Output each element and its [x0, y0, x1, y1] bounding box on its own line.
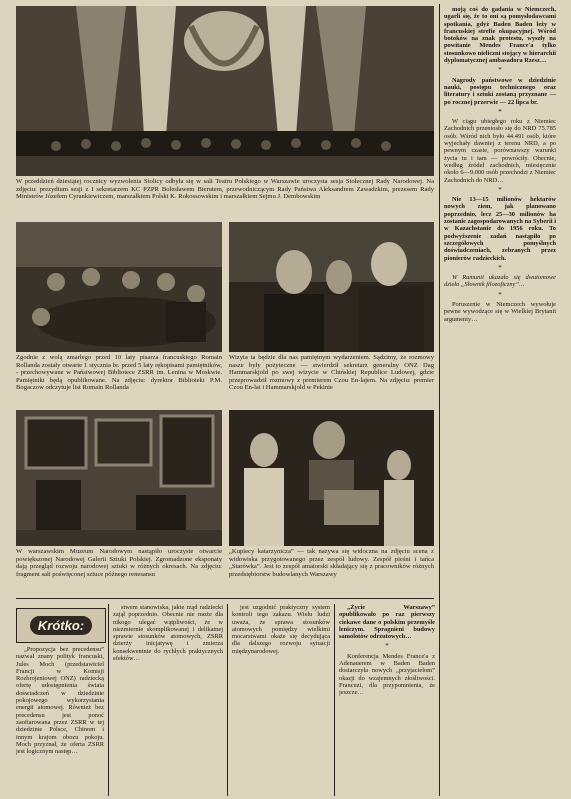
- right-column: [444, 6, 556, 796]
- krotko-badge: [16, 608, 106, 643]
- right-column-divider: [439, 4, 440, 796]
- caption-zhou: Wizyta ta będzie dla nas pamiętnym wydarzeniem. Sądzimy, że rozmowy nasze były pożyteczne — stwierdził sekretarz generalny ONZ Dag Hammarskjold po swej wizycie w Chińskiej Republice Ludowej, gdzie przeprowadził rozmowy z premierem Czou En-lajem. Na zdjęciu: premier Czou En-lai i Hammarskjold w Pekinie: [229, 354, 434, 392]
- caption-library: Zgodnie z wolą zmarłego przed 10 laty pisarza francuskiego Romain Rollanda zostały otwarte 1 stycznia br. przed 5 laty rękopisami pamiętników, - przechowywane w Państwowej Bibliotece ZSRR im. Lenina w Moskwie. Pamiętniki będą opublikowane. Na zdjęciu: dyrektor Biblioteki P.M. Bogaczow odczytuje list Romain Rollanda: [16, 354, 222, 392]
- caption-session: W przeddzień dziesiątej rocznicy wyzwolenia Stolicy odbyła się w sali Teatru Polskiego w Warszawie uroczysta sesja Stołecznej Rady Narodowej. Na zdjęciu: prezydium sesji z I sekretarzem KC PZPR Bolesławem Bierutem, przewodniczącym Rady Państwa Aleksandrem Zawadzkim, prezesem Rady Ministrów Józefem Cyrankiewiczem, marszałkiem Polski K. Rokossowskim i marszałkiem Sejmu J. Dembowskim: [16, 178, 434, 201]
- column-divider: [227, 604, 228, 796]
- krotko-label: Krótko:: [30, 616, 92, 635]
- right-column-p4: Poruszenie w Niemczech wywołuje pewne wywodzące się w Wielkiej Brytanii argumenty…: [444, 300, 556, 323]
- right-column-p1: moją coś do gadania w Niemczech, ugarli się, że to oni są pomysłodawcami spotkania, gdyż Baden Baden leży w francuskiej strefie okupacyjnej. Wśród botoków na znak protestu, wyszły na powitanie Mendes France'a tylko stosunkowo nieliczni stojący w hierarchii dyplomatycznej ambasadora Rzesz…: [444, 6, 556, 65]
- star-separator: *: [498, 185, 502, 194]
- star-separator: *: [498, 107, 502, 116]
- bottom-column-3: [232, 604, 330, 796]
- bottom-column-2-text: stwem stanowiska, jakie rząd radziecki zajął poprzednio. Obecnie nie może dla nikogo ulegać wątpliwości, że w niezmiernie skomplikowanej i delikatnej sprawie stosunków atomowych, ZSRR dzierży inicjatywę i zmierza konsekwentnie do rychłych praktycznych efektów…: [113, 604, 223, 663]
- bottom-column-1: [16, 646, 104, 796]
- right-column-h1: Nagrody państwowe w dziedzinie nauki, postępu technicznego oraz literatury i sztuki zostaną przyznane — po rocznej przerwie — 22 lipca br.: [444, 76, 556, 106]
- photo-museum-art: [16, 410, 222, 546]
- photo-folk-theatre-art: [229, 410, 434, 546]
- star-separator: *: [385, 642, 389, 651]
- right-column-h2: Nie 13—15 milionów hektarów nowych ziem, jak planowano poprzednio, lecz 25—30 milionów ha zostanie zagospodarowanych na Syberii i w Kazachstanie do 1956 roku. To podwyższenie zadań nastąpiło po szczegółowych pomyślnych doświadczeniach, zebranych przez pionierów radzieckich.: [444, 196, 556, 262]
- bottom-column-3-text: jest uzgodnić praktyczny system kontroli tego zakazu. Wielu ludzi uważa, że sprawa stosunków atomowych pomiędzy wielkimi mocarstwami okaże się decydująca dla dalszego rozwoju sytuacji międzynarodowej.: [232, 604, 330, 655]
- photo-session-presidium: [16, 6, 434, 176]
- star-separator: *: [498, 263, 502, 272]
- horizontal-rule: [16, 598, 434, 599]
- photo-folk-theatre: [229, 410, 434, 546]
- right-column-p3: W Rumunii ukazało się dwutomowe dzieło „Słownik filozoficzny”…: [444, 274, 556, 289]
- right-column-p2: W ciągu ubiegłego roku z Niemiec Zachodnich przeniosło się do NRD 75.785 osób. Wśród nich było 44.491 osób, które wyjechały dawniej z terenu NRD, a po pewnym czasie, porównawszy warunki życia tu i tam — powróciły. Obecnie, według źródeł zachodnich, miesięcznie około 6—9.000 osób przechodzi z Niemiec Zachodnich do NRD…: [444, 118, 556, 184]
- bottom-column-2: [113, 604, 223, 796]
- bottom-column-4-heading: „Życie Warszawy” opublikowało po raz pierwszy ciekawe dane o polskim przemyśle leniczym. Spragnieni budowy samolotów odrzutowych…: [339, 604, 435, 641]
- column-divider: [108, 604, 109, 796]
- bottom-column-4: [339, 604, 435, 796]
- bottom-column-1-text: „Propozycja bez precedensu” nazwał znany polityk francuski, Jules Moch (przedstawiciel Francji w Komisji Rozbrojeniowej ONZ) radziecką ofertę udostępnienia świata doświadczeń w dziedzinie pokojowego wykorzystania energii atomowej. Również bez precedensu jest ponoć zaofiarowana przez ZSRR w tej dziedzinie Polsce, Chinom i innym krajom obozu pokoju. Moch przyznał, że oferta ZSRR jest logicznym następ…: [16, 646, 104, 756]
- photo-library: [16, 222, 222, 352]
- photo-zhou-hammarskjold-art: [229, 222, 434, 352]
- caption-folk: „Kupiecy katarzynicza” — tak nazywa się widoczna na zdjęciu scena z widowiska przygotowanego przez zespół ludowy. Zespół pieśni i tańca „Starówka”. Jest to zespół amatorski składający się z pracowników różnych przedsiębiorstw budowlanych Warszawy: [229, 548, 434, 578]
- photo-museum: [16, 410, 222, 546]
- caption-museum: W warszawskim Muzeum Narodowym nastąpiło uroczyste otwarcie powiększonej Narodowej Galerii Sztuki Polskiej. Zgromadzone eksponaty dają przegląd rozwoju narodowej sztuki w różnych okresach. Na zdjęciu: fragment sali poświęconej sztuce późnego renesansu: [16, 548, 222, 578]
- star-separator: *: [498, 290, 502, 299]
- photo-zhou-hammarskjold: [229, 222, 434, 352]
- star-separator: *: [498, 66, 502, 75]
- photo-library-art: [16, 222, 222, 352]
- photo-session-presidium-art: [16, 6, 434, 176]
- column-divider: [334, 604, 335, 796]
- bottom-column-4-text: Konferencja Mendes France'a z Adenauerem w Baden Baden dostarczyła nowych „przyjacielom” okazji do wzajemnych złośliwości. Francuzi, dla przypomnienia, że jeszcze…: [339, 652, 435, 697]
